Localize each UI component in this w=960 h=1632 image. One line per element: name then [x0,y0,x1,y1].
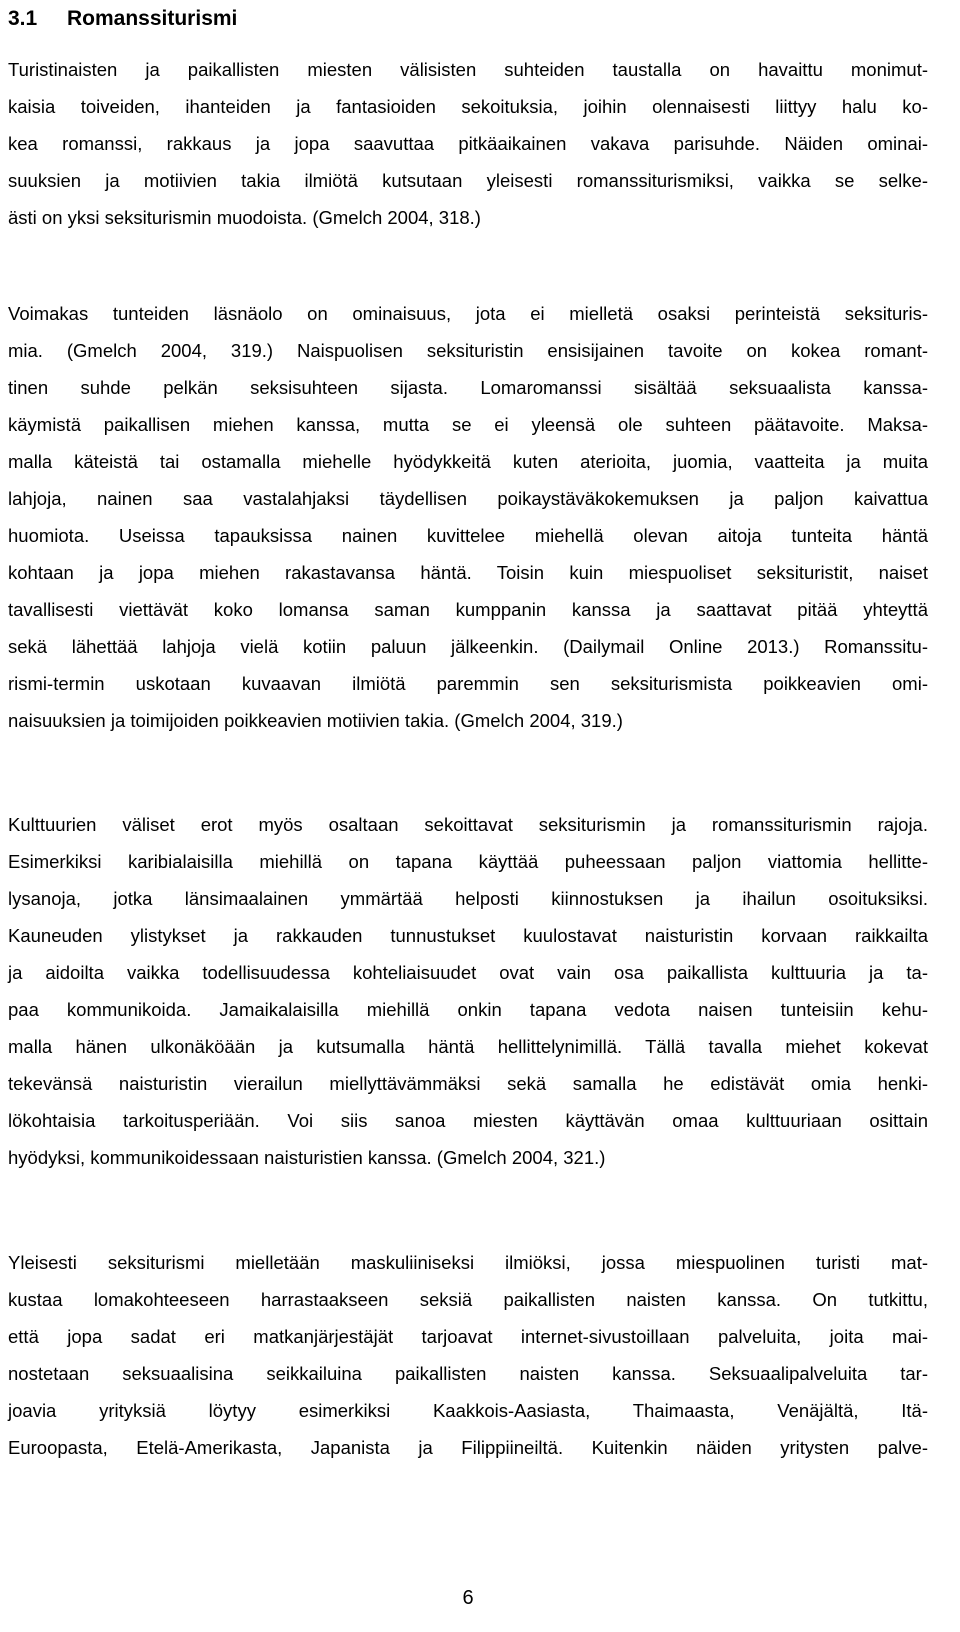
text-line: malla hänen ulkonäköään ja kutsumalla häntä hellittelynimillä. Tällä tavalla miehet kokevat [8,1036,928,1057]
text-line: sekä lähettää lahjoja vielä kotiin paluun jälkeenkin. (Dailymail Online 2013.) Romanssitu- [8,636,928,657]
text-line: malla käteistä tai ostamalla miehelle hyödykkeitä kuten aterioita, juomia, vaatteita ja muita [8,451,928,472]
text-line: joavia yrityksiä löytyy esimerkiksi Kaakkois-Aasiasta, Thaimaasta, Venäjältä, Itä- [8,1400,928,1421]
text-line: tavallisesti viettävät koko lomansa saman kumppanin kanssa ja saattavat pitää yhteyttä [8,599,928,620]
text-line: rismi-termin uskotaan kuvaavan ilmiötä paremmin sen seksiturismista poikkeavien omi- [8,673,928,694]
text-line: nostetaan seksuaalisina seikkailuina paikallisten naisten kanssa. Seksuaalipalveluita tar- [8,1363,928,1384]
text-line: ästi on yksi seksiturismin muodoista. (Gmelch 2004, 318.) [8,207,481,228]
text-line: lökohtaisia tarkoitusperiään. Voi siis sanoa miesten käyttävän omaa kulttuuriaan osittain [8,1110,928,1131]
text-line: Kauneuden ylistykset ja rakkauden tunnustukset kuulostavat naisturistin korvaan raikkailta [8,925,928,946]
text-line: Esimerkiksi karibialaisilla miehillä on tapana käyttää puheessaan paljon viattomia hellitte- [8,851,928,872]
paragraph [8,1244,928,1466]
text-line: paa kommunikoida. Jamaikalaisilla miehillä onkin tapana vedota naisen tunteisiin kehu- [8,999,928,1020]
text-line: kohtaan ja jopa miehen rakastavansa häntä. Toisin kuin miespuoliset seksituristit, naiset [8,562,928,583]
section-number: 3.1 [8,7,38,30]
text-line: lysanoja, jotka länsimaalainen ymmärtää helposti kiinnostuksen ja ihailun osoituksiksi. [8,888,928,909]
text-line: huomiota. Useissa tapauksissa nainen kuvittelee miehellä olevan aitoja tunteita häntä [8,525,928,546]
text-line: mia. (Gmelch 2004, 319.) Naispuolisen seksituristin ensisijainen tavoite on kokea romant- [8,340,928,361]
text-line: naisuuksien ja toimijoiden poikkeavien motiivien takia. (Gmelch 2004, 319.) [8,710,623,731]
text-line: Turistinaisten ja paikallisten miesten välisisten suhteiden taustalla on havaittu monimut- [8,59,928,80]
paragraph [8,51,928,236]
text-line: Yleisesti seksiturismi mielletään maskuliiniseksi ilmiöksi, jossa miespuolinen turisti mat- [8,1252,928,1273]
text-line: kustaa lomakohteeseen harrastaakseen seksiä paikallisten naisten kanssa. On tutkittu, [8,1289,928,1310]
text-line: Euroopasta, Etelä-Amerikasta, Japanista ja Filippiineiltä. Kuitenkin näiden yritysten palve- [8,1437,928,1458]
text-line: Kulttuurien väliset erot myös osaltaan sekoittavat seksiturismin ja romanssiturismin rajoja. [8,814,928,835]
document-page [8,0,928,1609]
text-line: että jopa sadat eri matkanjärjestäjät tarjoavat internet-sivustoillaan palveluita, joita mai- [8,1326,928,1347]
paragraph [8,295,928,739]
text-line: lahjoja, nainen saa vastalahjaksi täydellisen poikaystäväkokemuksen ja paljon kaivattua [8,488,928,509]
section-heading [8,0,928,36]
text-line: tinen suhde pelkän seksisuhteen sijasta. Lomaromanssi sisältää seksuaalista kanssa- [8,377,928,398]
text-line: käymistä paikallisen miehen kanssa, mutta se ei yleensä ole suhteen päätavoite. Maksa- [8,414,928,435]
text-line: hyödyksi, kommunikoidessaan naisturistien kanssa. (Gmelch 2004, 321.) [8,1147,606,1168]
section-title: Romanssiturismi [67,7,238,30]
text-line: ja aidoilta vaikka todellisuudessa kohteliaisuudet ovat vain osa paikallista kulttuuria ja ta- [8,962,928,983]
text-line: tekevänsä naisturistin vierailun miellyttävämmäksi sekä samalla he edistävät omia henki- [8,1073,928,1094]
text-line: Voimakas tunteiden läsnäolo on ominaisuus, jota ei mielletä osaksi perinteistä seksituris- [8,303,928,324]
text-line: kea romanssi, rakkaus ja jopa saavuttaa pitkäaikainen vakava parisuhde. Näiden ominai- [8,133,928,154]
paragraph [8,806,928,1176]
text-line: kaisia toiveiden, ihanteiden ja fantasioiden sekoituksia, joihin olennaisesti liittyy halu ko- [8,96,928,117]
page-number: 6 [462,1587,474,1609]
text-line: suuksien ja motiivien takia ilmiötä kutsutaan yleisesti romanssiturismiksi, vaikka se selke- [8,170,928,191]
